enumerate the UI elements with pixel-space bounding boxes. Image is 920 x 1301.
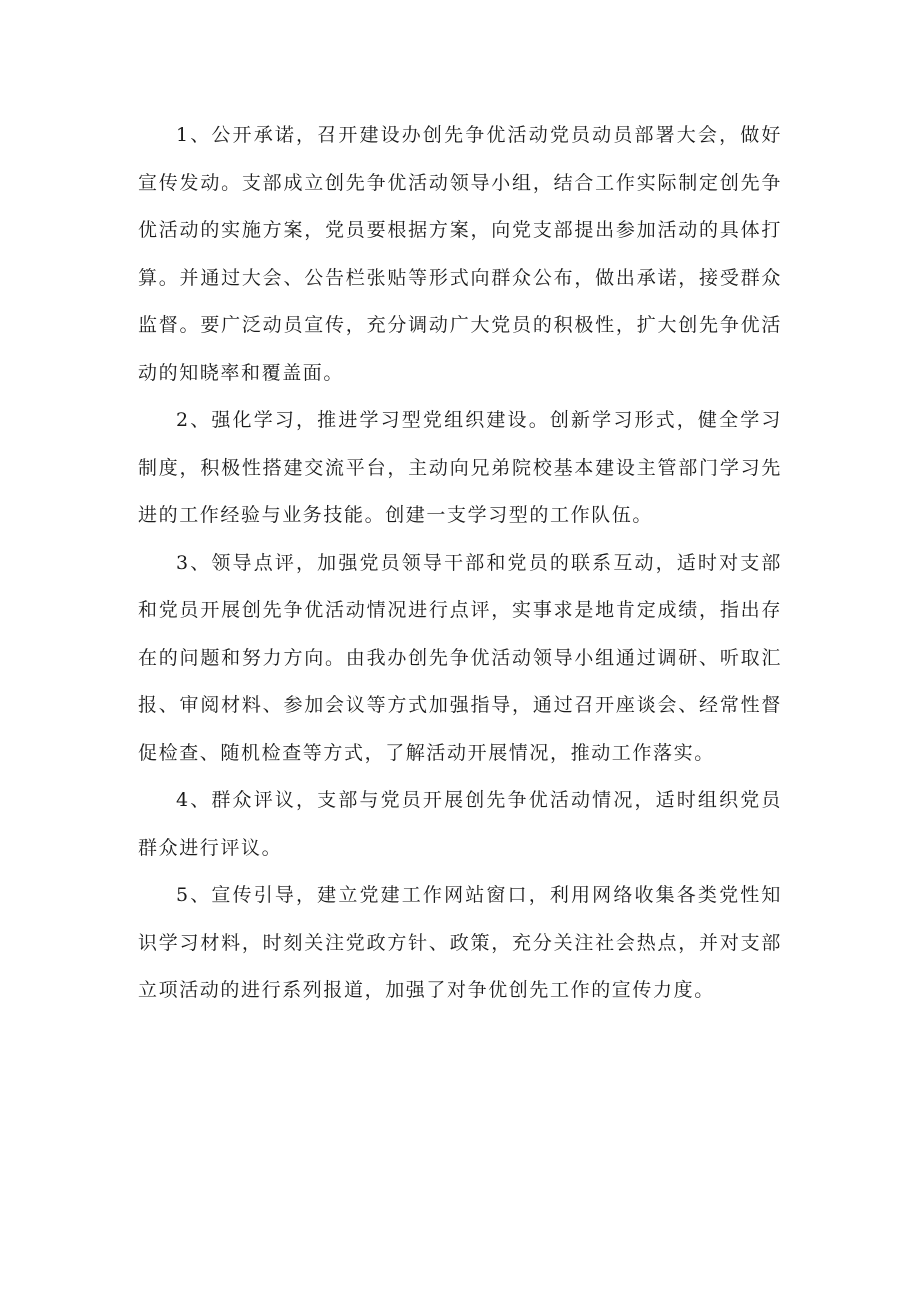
paragraph-5-publicity-guidance: 5、宣传引导，建立党建工作网站窗口，利用网络收集各类党性知识学习材料，时刻关注党政方针、政策，充分关注社会热点，并对支部立项活动的进行系列报道，加强了对争优创先工作的宣传力度。 xyxy=(138,884,782,1001)
paragraph-2-strengthen-learning: 2、强化学习，推进学习型党组织建设。创新学习形式，健全学习制度，积极性搭建交流平台，主动向兄弟院校基本建设主管部门学习先进的工作经验与业务技能。创建一支学习型的工作队伍。 xyxy=(138,409,782,526)
paragraph-3-leadership-review: 3、领导点评，加强党员领导干部和党员的联系互动，适时对支部和党员开展创先争优活动情况进行点评，实事求是地肯定成绩，指出存在的问题和努力方向。由我办创先争优活动领导小组通过调研、听取汇报、审阅材料、参加会议等方式加强指导，通过召开座谈会、经常性督促检查、随机检查等方式，了解活动开展情况，推动工作落实。 xyxy=(138,551,782,764)
paragraph-4-public-evaluation: 4、群众评议，支部与党员开展创先争优活动情况，适时组织党员群众进行评议。 xyxy=(138,789,782,859)
paragraph-1-public-commitment: 1、公开承诺，召开建设办创先争优活动党员动员部署大会，做好宣传发动。支部成立创先争优活动领导小组，结合工作实际制定创先争优活动的实施方案，党员要根据方案，向党支部提出参加活动的具体打算。并通过大会、公告栏张贴等形式向群众公布，做出承诺，接受群众监督。要广泛动员宣传，充分调动广大党员的积极性，扩大创先争优活动的知晓率和覆盖面。 xyxy=(138,124,782,384)
